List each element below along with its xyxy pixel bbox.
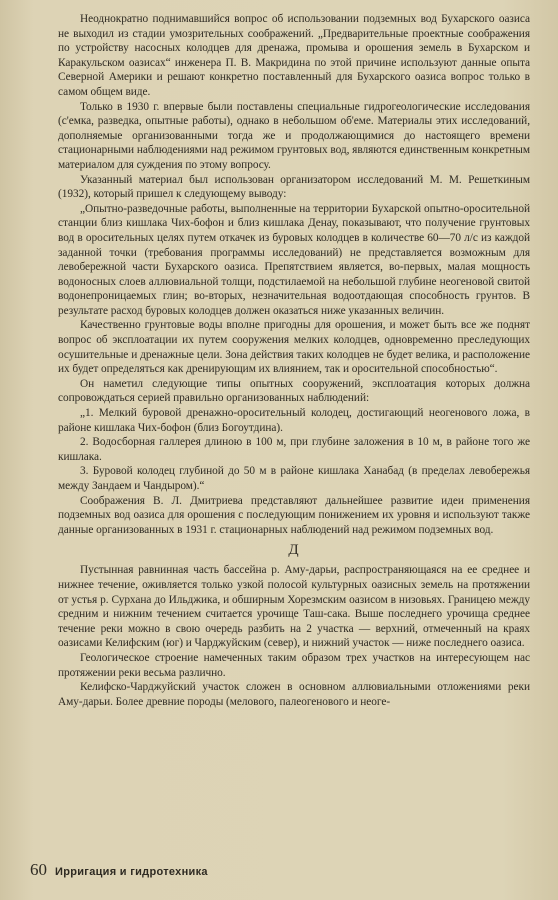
paragraph: Соображения В. Л. Дмитриева представляют дальнейшее развитие идеи применения подземных вод оазиса для орошения с последующим понижением их уровня и используют также данные организованных в 1931 г. стационарных наблюдений над режимом подземных вод. <box>58 494 530 536</box>
article-body <box>58 12 530 709</box>
list-item: „1. Мелкий буровой дренажно-оросительный колодец, достигающий неогенового ложа, в районе кишлака Чих-бофон (близ Богоутдина). <box>58 407 530 434</box>
paragraph: Указанный материал был использован организатором исследований М. М. Решеткиным (1932), который пришел к следующему выводу: <box>58 173 530 201</box>
quote-paragraph: Качественно грунтовые воды вполне пригодны для орошения, и может быть все же поднят вопрос об эксплоатации их путем сооружения мелких колодцев, одновременно преследующих осушительные и дренажные цели. Зона действия таких колодцев не будет велика, и расположение их будет определяться как дренирующим их влиянием, так и оросительной способностью“. <box>58 319 530 376</box>
paragraph: Келифско-Чарджуйский участок сложен в основном аллювиальными отложениями реки Аму-дарьи. Более древние породы (мелового, палеогенового и неоге- <box>58 681 530 708</box>
list-item: 2. Водосборная галлерея длиною в 100 м, при глубине заложения в 10 м, в районе того же кишлака. <box>58 436 530 463</box>
paragraph: Неоднократно поднимавшийся вопрос об использовании подземных вод Бухарского оазиса не выходил из стадии умозрительных соображений. „Предварительные проектные соображения по устройству насосных колодцев для дренажа, промыва и орошения земель в Бухарском и Каракульском оазисах“ инженера П. В. Макридина по этой причине используют данные опыта Северной Америки и решают конкретно поставленный для Бухарского оазиса вопрос только в самом общем виде. <box>58 13 530 98</box>
paragraph: Только в 1930 г. впервые были поставлены специальные гидрогеологические исследования (с'емка, разведка, опытные работы), однако в небольшом об'еме. Материалы этих исследований, дополняемые организованными тогда же и продолжающимися до настоящего времени стационарными наблюдениями над режимом грунтовых вод, являются единственным конкретным материалом для суждения по этому вопросу. <box>58 100 530 171</box>
page-footer <box>30 860 208 880</box>
section-heading: Д <box>288 542 300 559</box>
list-item: 3. Буровой колодец глубиной до 50 м в районе кишлака Ханабад (в пределах левобережья между Зандаем и Чандыром).“ <box>58 465 530 492</box>
paragraph: Пустынная равнинная часть бассейна р. Аму-дарьи, распространяющаяся на ее среднее и нижнее течение, оживляется только узкой полосой культурных оазисных земель на протяжении от устья р. Сурхана до Ильджика, и обширным Хорезмским оазисом в низовьях. Границею между средним и нижним течением считается урочище Таш-сака. Выше последнего урочища среднее течение реки можно в свою очередь разбить на 2 участка — верхний, отмеченный на краях оазисами Келифским (юг) и Чарджуйским (север), и нижний участок — ниже последнего оазиса. <box>58 564 530 650</box>
paragraph: Геологическое строение намеченных таким образом трех участков на интересующем нас протяжении реки весьма различно. <box>58 651 530 679</box>
paragraph: Он наметил следующие типы опытных сооружений, эксплоатация которых должна сопровождаться серией правильно организованных наблюдений: <box>58 377 530 405</box>
quote-paragraph: „Опытно-разведочные работы, выполненные на территории Бухарской опытно-оросительной станции близ кишлака Чих-бофон и близ кишлака Денау, показывают, что получение грунтовых вод в оросительных целях путем откачек из буровых колодцев в количестве 60—70 л/с из каждой заданной точки (требования программы исследований) не представляется возможным для левобережной части Бухарского оазиса. Препятствием является, во-первых, малая мощность водоносных слоев аллювиальной толщи, подстилаемой на небольшой глубине неогеновой свитой водонепроницаемых глин; во-вторых, незначительная водоотдающая способность грунтов. В результате расход буровых колодцев должен оказаться ниже указанных величин. <box>58 202 530 317</box>
page-number: 60 <box>30 860 47 879</box>
journal-title: Ирригация и гидротехника <box>55 866 208 878</box>
